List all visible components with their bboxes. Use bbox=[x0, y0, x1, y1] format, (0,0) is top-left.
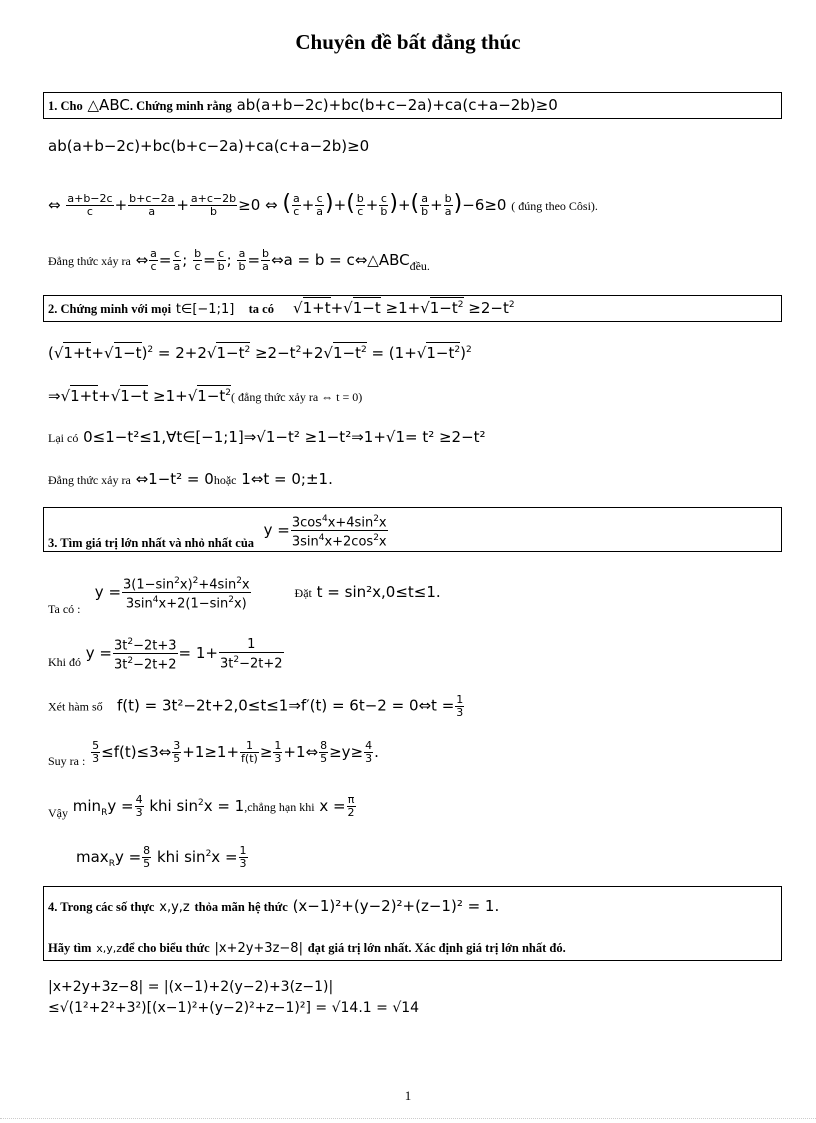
p1-line-2: ⇔ $\frac{a+b-2c}{c}$ + $\frac{b+c-2a}{a}$ + $\frac{a+c-2b}{b}$ ≥0 ⇔ ( $\frac{a}{c}$ + $\frac{c}{a}$ )+( $\frac{b}{c}$ + $\frac{c}{b}$ )+( $\frac{a}{b}$ + $\frac{b}{a}$ )−6≥0 ( đúng theo Côsi). bbox=[48, 191, 598, 218]
p3-line-3: Xét hàm số f(t) = 3t²−2t+2,0≤t≤1⇒f′(t) = 6t−2 = 0⇔t = $\frac{1}{3}$ bbox=[48, 693, 464, 719]
p2-line-1: $(√1+t+√1-t)^2 = 2+2√1-t^2 \ge 2-t^2+2√1-t^2 = (1+√1-t^2)^2$ bbox=[48, 344, 472, 362]
page-title: Chuyên đề bất đẳng thúc bbox=[295, 30, 521, 54]
p4-line-2: ≤√(1²+2²+3²)[(x−1)²+(y−2)²+z−1)²] = √14.1 = √14 bbox=[48, 1000, 420, 1016]
page-divider bbox=[0, 1118, 816, 1119]
p3-line-1: $_{Ta có :}$ y = $\frac{3(1-\sin^2x)^2+4\sin^2x}{3\sin^4x+2(1-\sin^2x)}$ Đặt t = sin²x,0≤t≤1. bbox=[48, 576, 441, 616]
page-number: 1 bbox=[404, 1088, 412, 1103]
problem-4-statement: 4. Trong các số thực x,y,z thỏa mãn hệ thức (x−1)²+(y−2)²+(z−1)² = 1. bbox=[48, 897, 500, 915]
p3-line-2: $_{Khi đó}$ y = $\frac{3t^2-2t+3}{3t^2-2t+2}$ = 1+ $\frac{1}{3t^2-2t+2}$ bbox=[48, 636, 283, 673]
problem-4-question: Hãy tìm x,y,zđể cho biểu thức |x+2y+3z−8| đạt giá trị lớn nhất. Xác định giá trị lớn nhất đó. bbox=[48, 941, 566, 956]
p3-line-4: $_{Suy ra :}$ $\frac{5}{3}$ ≤f(t)≤3⇔ $\frac{3}{5}$ +1≥1+ $\frac{1}{f(t)}$ ≥ $\frac{1}{3}$ +1⇔ $\frac{8}{5}$ ≥y≥ $\frac{4}{3}$ . bbox=[48, 739, 379, 768]
p1-equality: Đẳng thức xảy ra ⇔ $\frac{a}{c}$ = $\frac{c}{a}$ ; $\frac{b}{c}$ = $\frac{c}{b}$ ; $\frac{a}{b}$ = $\frac{b}{a}$ ⇔a = $b = c\Leftrightarrow\triangle ABC_{đều.}$ bbox=[48, 247, 430, 273]
p4-line-1: |x+2y+3z−8| = |(x−1)+2(y−2)+3(z−1)| bbox=[48, 979, 334, 995]
p2-equality: Đẳng thức xảy ra ⇔1−t² = 0hoặc 1⇔t = 0;±1. bbox=[48, 470, 333, 488]
p3-line-6: $\max_Ry$ = $\frac{8}{5}$ khi $\sin^2x$ = $\frac{1}{3}$ bbox=[76, 844, 247, 870]
p2-line-2: ⇒√1+t+√1−t $\ge 1+√1-t^2$( đẳng thức xảy ra ⇔ t = 0) bbox=[48, 387, 363, 405]
problem-2-statement: 2. Chứng minh với mọi t∈[−1;1] ta có $√1+t+√1-t \ge 1+√1-t^2 \ge 2-t^2$ bbox=[48, 299, 515, 317]
p3-line-5: $_{Vậy}$ $\min_Ry$ = $\frac{4}{3}$ khi $\sin^2x$ = 1,chẳng hạn khi x = $\frac{\pi}{2}$ bbox=[48, 793, 355, 820]
problem-1-statement: 1. Cho △ABC. Chứng minh rằng ab(a+b−2c)+bc(b+c−2a)+ca(c+a−2b)≥0 bbox=[48, 96, 558, 114]
problem-3-statement: $_{3. Tìm giá trị lớn nhất và nhỏ nhất của}$ y = $\frac{3\cos^4x+4\sin^2x}{3\sin^4x+2\cos^2x}$ bbox=[48, 514, 387, 550]
p2-line-3: Lại có 0≤1−t²≤1,∀t∈[−1;1]⇒√1−t² ≥1−t²⇒1+√1= t² ≥2−t² bbox=[48, 428, 486, 446]
problem-1-inequality: ab(a+b−2c)+bc(b+c−2a)+ca(c+a−2b)≥0 bbox=[236, 96, 558, 114]
p1-line-1: ab(a+b−2c)+bc(b+c−2a)+ca(c+a−2b)≥0 bbox=[48, 137, 370, 155]
